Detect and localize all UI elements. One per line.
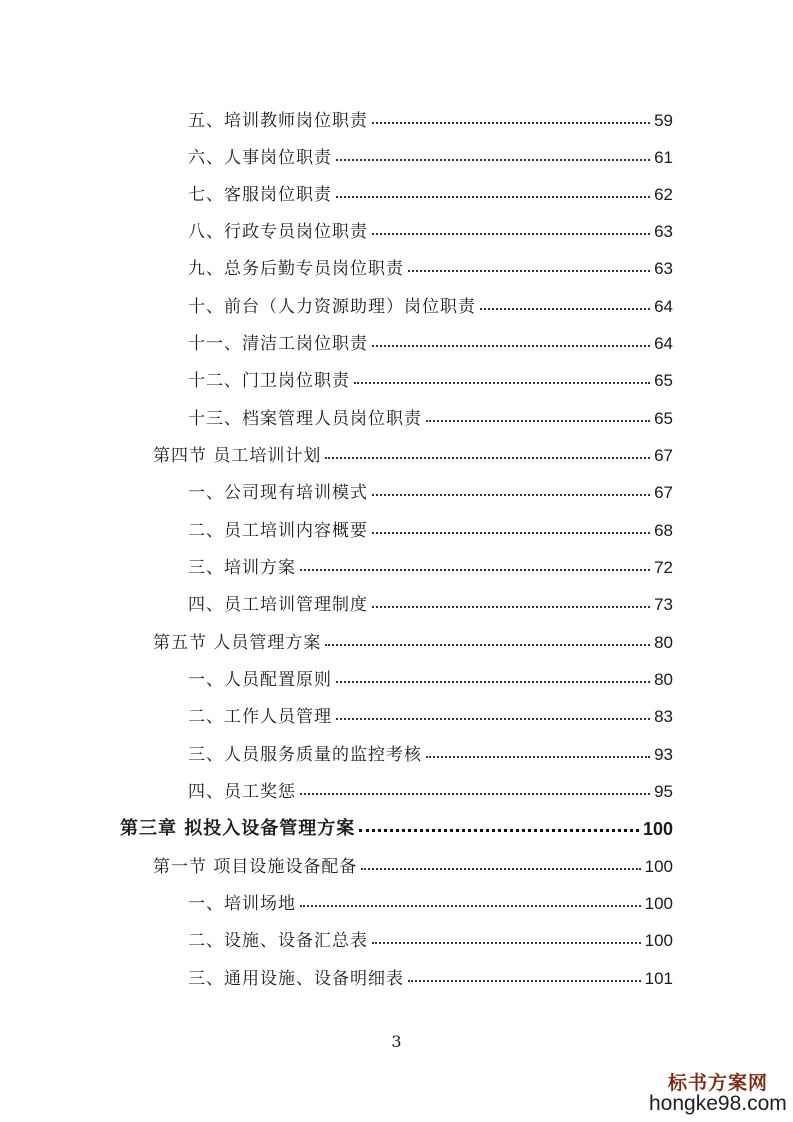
toc-entry[interactable] [188, 217, 673, 243]
toc-entry-title: 第一节 项目设施设备配备 [153, 857, 358, 877]
toc-entry-page: 100 [644, 931, 673, 950]
toc-leader-dots [372, 345, 650, 347]
toc-entry-page: 61 [654, 148, 673, 167]
toc-leader-dots [372, 122, 650, 124]
toc-entry-title: 六、人事岗位职责 [188, 148, 332, 168]
toc-entry-title: 五、培训教师岗位职责 [188, 111, 368, 131]
toc-entry-title: 二、工作人员管理 [188, 707, 332, 727]
toc-leader-dots [361, 868, 640, 870]
toc-leader-dots [325, 457, 650, 459]
toc-leader-dots [300, 793, 650, 795]
toc-entry-title: 二、设施、设备汇总表 [188, 931, 368, 951]
toc-leader-dots [408, 270, 650, 272]
watermark-url: hongke98.com [649, 1092, 787, 1115]
toc-entry-page: 63 [654, 259, 673, 278]
toc-entry-title: 第四节 员工培训计划 [153, 446, 322, 466]
toc-entry[interactable] [188, 665, 673, 691]
toc-entry-page: 95 [654, 782, 673, 801]
toc-entry-page: 101 [644, 969, 673, 988]
watermark-site-name: 标书方案网 [668, 1072, 769, 1094]
toc-entry-page: 80 [654, 670, 673, 689]
toc-entry[interactable] [188, 254, 673, 280]
toc-entry[interactable] [188, 106, 673, 132]
toc-entry-page: 100 [644, 857, 673, 876]
toc-entry-page: 62 [654, 185, 673, 204]
toc-entry-title: 三、通用设施、设备明细表 [188, 969, 404, 989]
toc-leader-dots [372, 233, 650, 235]
toc-section-entry[interactable] [153, 441, 673, 467]
toc-entry-title: 八、行政专员岗位职责 [188, 222, 368, 242]
toc-entry-page: 83 [654, 707, 673, 726]
toc-leader-dots [354, 382, 650, 384]
toc-leader-dots [372, 606, 650, 608]
toc-entry-page: 59 [654, 111, 673, 130]
toc-entry-title: 三、人员服务质量的监控考核 [188, 745, 422, 765]
toc-entry-page: 65 [654, 371, 673, 390]
toc-entry-title: 第三章 拟投入设备管理方案 [120, 818, 356, 839]
toc-entry-title: 十三、档案管理人员岗位职责 [188, 409, 422, 429]
toc-entry-page: 100 [644, 894, 673, 913]
toc-entry-title: 十一、清洁工岗位职责 [188, 334, 368, 354]
toc-leader-dots [336, 196, 650, 198]
toc-chapter-entry[interactable] [120, 814, 673, 840]
toc-section-entry[interactable] [153, 852, 673, 878]
toc-entry[interactable] [188, 366, 673, 392]
toc-entry-page: 64 [654, 297, 673, 316]
toc-entry[interactable] [188, 590, 673, 616]
toc-entry-page: 63 [654, 222, 673, 241]
toc-entry-page: 93 [654, 745, 673, 764]
toc-leader-dots [372, 494, 650, 496]
toc-entry-title: 第五节 人员管理方案 [153, 633, 322, 653]
toc-entry[interactable] [188, 180, 673, 206]
toc-leader-dots [372, 532, 650, 534]
toc-entry-title: 四、员工培训管理制度 [188, 595, 368, 615]
toc-leader-dots [336, 159, 650, 161]
toc-entry-title: 十、前台（人力资源助理）岗位职责 [188, 297, 476, 317]
toc-entry-page: 80 [654, 633, 673, 652]
toc-entry-title: 二、员工培训内容概要 [188, 521, 368, 541]
toc-entry-page: 100 [642, 819, 673, 839]
toc-leader-dots [336, 681, 650, 683]
toc-entry[interactable] [188, 964, 673, 990]
toc-leader-dots [359, 829, 639, 832]
toc-entry-title: 一、公司现有培训模式 [188, 483, 368, 503]
toc-entry-title: 四、员工奖惩 [188, 782, 296, 802]
toc-entry-title: 三、培训方案 [188, 558, 296, 578]
toc-entry-page: 68 [654, 521, 673, 540]
toc-leader-dots [300, 569, 650, 571]
toc-entry-page: 67 [654, 446, 673, 465]
toc-leader-dots [300, 905, 641, 907]
toc-entry-title: 一、人员配置原则 [188, 670, 332, 690]
toc-entry-page: 64 [654, 334, 673, 353]
toc-leader-dots [325, 644, 650, 646]
toc-entry[interactable] [188, 292, 673, 318]
toc-entry-page: 65 [654, 409, 673, 428]
toc-leader-dots [408, 980, 641, 982]
toc-entry[interactable] [188, 740, 673, 766]
toc-entry[interactable] [188, 143, 673, 169]
toc-entry[interactable] [188, 478, 673, 504]
toc-entry-title: 十二、门卫岗位职责 [188, 371, 350, 391]
toc-leader-dots [480, 308, 650, 310]
toc-entry[interactable] [188, 329, 673, 355]
toc-entry[interactable] [188, 777, 673, 803]
toc-entry-title: 一、培训场地 [188, 894, 296, 914]
toc-leader-dots [372, 942, 641, 944]
toc-entry[interactable] [188, 404, 673, 430]
toc-entry[interactable] [188, 516, 673, 542]
toc-section-entry[interactable] [153, 628, 673, 654]
toc-entry-page: 72 [654, 558, 673, 577]
toc-leader-dots [426, 756, 650, 758]
toc-entry[interactable] [188, 702, 673, 728]
page-number: 3 [391, 1032, 402, 1051]
toc-entry[interactable] [188, 926, 673, 952]
toc-entry-page: 73 [654, 595, 673, 614]
toc-leader-dots [336, 718, 650, 720]
toc-entry-title: 九、总务后勤专员岗位职责 [188, 259, 404, 279]
toc-entry[interactable] [188, 553, 673, 579]
toc-entry-page: 67 [654, 483, 673, 502]
toc-entry[interactable] [188, 889, 673, 915]
toc-leader-dots [426, 420, 650, 422]
toc-entry-title: 七、客服岗位职责 [188, 185, 332, 205]
